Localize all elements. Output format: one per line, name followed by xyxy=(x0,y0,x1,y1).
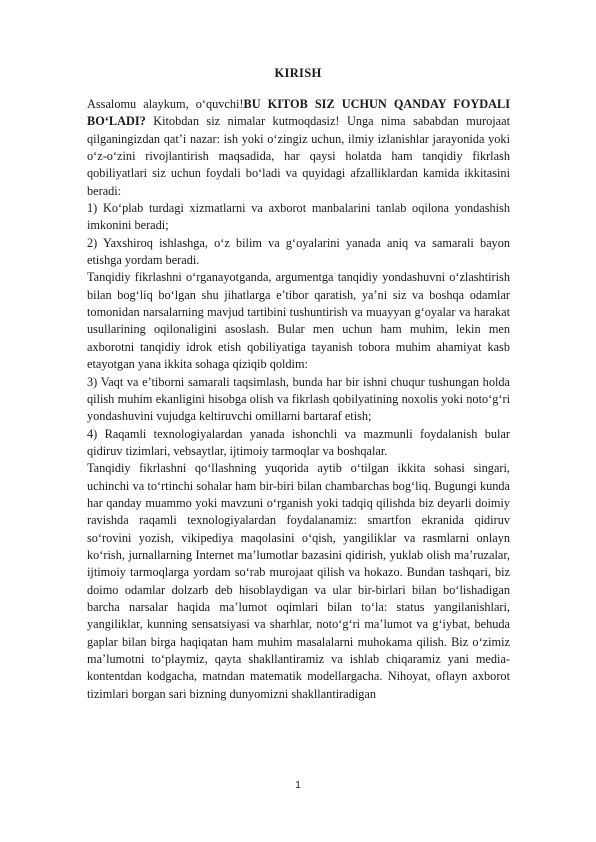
heading-question: BU KITOB SIZ UCHUN QANDAY FOYDALI BO‘LADI? xyxy=(87,97,510,129)
body-paragraph-1: Tanqidiy fikrlashni o‘rganayotganda, argumentga tanqidiy yondashuvni o‘zlashtirish bilan bog‘liq bo‘lgan shu jihatlarga e’tibor qaratish, ya’ni siz va boshqa odamlar tomonidan narsalarning mavjud tartibini tushuntirish va muayyan g‘oyalar va harakat usullarining oqilonaligini asoslash. Bular men uchun ham muhim, lekin men axborotni tanqidiy idrok etish qobiliyatiga tayanish tobora muhim ahamiyat kasb etayotgan yana ikkita sohaga qiziqib qoldim: xyxy=(87,270,510,372)
document-body xyxy=(87,96,510,703)
list-item-1: 1) Ko‘plab turdagi xizmatlarni va axborot manbalarini tanlab oqilona yondashish imkonini beradi; xyxy=(87,201,510,233)
list-item-4: 4) Raqamli texnologiyalardan yanada ishonchli va mazmunli foydalanish bular qidiruv tizimlari, vebsaytlar, ijtimoiy tarmoqlar va boshqalar. xyxy=(87,426,510,458)
greeting-text: Assalomu alaykum, o‘quvchi! xyxy=(87,97,244,111)
page-title: KIRISH xyxy=(274,66,322,80)
body-paragraph-2: Tanqidiy fikrlashni qo‘llashning yuqorida aytib o‘tilgan ikkita sohasi singari, uchinchi va to‘rtinchi sohalar ham bir-biri bilan chambarchas bog‘liq. Bugungi kunda har qanday muammo yoki mavzuni o‘rganish yoki tadqiq qilishda biz deyarli doimiy ravishda raqamli texnologiyalardan foydalanamiz: smartfon ekranida qidiruv so‘rovini yozish, vikipediya maqolasini o‘qish, yangiliklar va rasmlarni onlayn ko‘rish, jurnallarning Internet ma’lumotlar bazasini qidirish, yuklab olish ma’ruzalar, ijtimoiy tarmoqlarga yordam so‘rab murojaat qilish va hokazo. Bundan tashqari, biz doimo odamlar dolzarb deb hisoblaydigan va ular bir-birlari bilan bo‘lishadigan barcha narsalar haqida ma’lumot oqimlari bilan to‘la: status yangilanishlari, yangiliklar, kunning sensatsiyasi va sharhlar, noto‘g‘ri ma’lumot va g‘iybat, behuda gaplar bilan birga haqiqatan ham muhim masalalarni muhokama qilish. Biz o‘zimiz ma’lumotni to‘playmiz, qayta shakllantiramiz va ishlab chiqaramiz yani media-kontentdan kodgacha, matndan matematik modellargacha. Nihoyat, oflayn axborot tizimlari borgan sari bizning dunyomizni shakllantiradigan xyxy=(87,461,510,701)
intro-paragraph xyxy=(87,96,510,200)
intro-text: Kitobdan siz nimalar kutmoqdasiz! Unga nima sababdan murojaat qilganingizdan qat’i nazar: ish yoki o‘zingiz uchun, ilmiy izlanishlar jarayonida yoki o‘z-o‘zini rivojlantirish maqsadida, har qaysi holatda ham tanqidiy fikrlash qobiliyatlari siz uchun foydali bo‘ladi va quyidagi afzalliklardan kamida ikkitasini beradi: xyxy=(87,114,510,198)
list-item-3: 3) Vaqt va e’tiborni samarali taqsimlash, bunda har bir ishni chuqur tushungan holda qilish muhim ekanligini hisobga olish va fikrlash qobilyatining noxolis yoki noto‘g‘ri yondashuvini vujudga keltiruvchi omillarni bartaraf etish; xyxy=(87,374,510,424)
page-number: 1 xyxy=(295,780,301,791)
list-item-2: 2) Yaxshiroq ishlashga, o‘z bilim va g‘oyalarini yanada aniq va samarali bayon etishga yordam beradi. xyxy=(87,235,510,268)
